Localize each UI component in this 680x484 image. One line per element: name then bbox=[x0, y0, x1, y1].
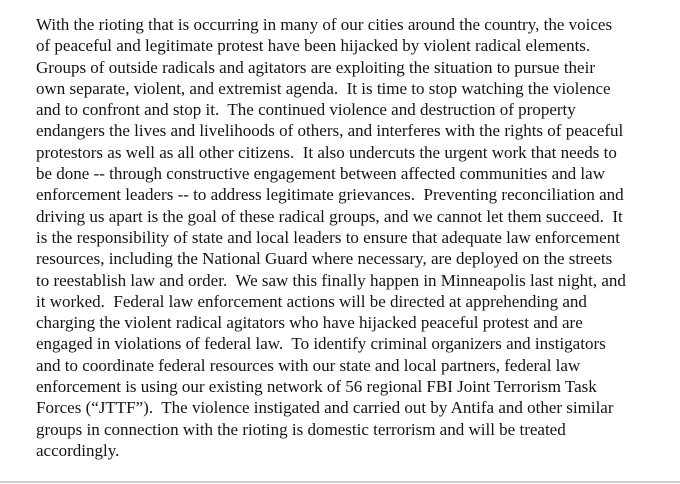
text-line: resources, including the National Guard where necessary, are deployed on the streets bbox=[36, 249, 613, 269]
text-line: accordingly. bbox=[36, 440, 120, 460]
text-line: driving us apart is the goal of these radical groups, and we cannot let them succeed. It bbox=[36, 206, 623, 226]
text-line: enforcement leaders -- to address legitimate grievances. Preventing reconciliation and bbox=[36, 185, 624, 205]
bottom-divider bbox=[0, 481, 680, 483]
text-line: of peaceful and legitimate protest have been hijacked by violent radical elements. bbox=[36, 36, 591, 56]
text-line: groups in connection with the rioting is domestic terrorism and will be treated bbox=[36, 419, 566, 439]
text-line: Forces (“JTTF”). The violence instigated and carried out by Antifa and other similar bbox=[36, 398, 614, 418]
text-line: and to coordinate federal resources with our state and local partners, federal law bbox=[36, 355, 581, 375]
text-line: is the responsibility of state and local leaders to ensure that adequate law enforcement bbox=[36, 227, 620, 247]
text-line: protestors as well as all other citizens. It also undercuts the urgent work that needs to bbox=[36, 142, 617, 162]
text-line: charging the violent radical agitators who have hijacked peaceful protest and are bbox=[36, 313, 583, 333]
document-page bbox=[36, 14, 660, 461]
text-line: and to confront and stop it. The continued violence and destruction of property bbox=[36, 100, 576, 120]
text-line: be done -- through constructive engagement between affected communities and law bbox=[36, 164, 605, 184]
text-line: Groups of outside radicals and agitators are exploiting the situation to pursue their bbox=[36, 57, 595, 77]
text-line: own separate, violent, and extremist agenda. It is time to stop watching the violence bbox=[36, 78, 611, 98]
text-line: endangers the lives and livelihoods of others, and interferes with the rights of peaceful bbox=[36, 121, 624, 141]
text-line: it worked. Federal law enforcement actions will be directed at apprehending and bbox=[36, 291, 587, 311]
text-line: enforcement is using our existing network of 56 regional FBI Joint Terrorism Task bbox=[36, 377, 597, 397]
text-line: With the rioting that is occurring in many of our cities around the country, the voices bbox=[36, 15, 613, 34]
text-line: to reestablish law and order. We saw this finally happen in Minneapolis last night, and bbox=[36, 270, 626, 290]
text-line: engaged in violations of federal law. To identify criminal organizers and instigators bbox=[36, 334, 606, 354]
